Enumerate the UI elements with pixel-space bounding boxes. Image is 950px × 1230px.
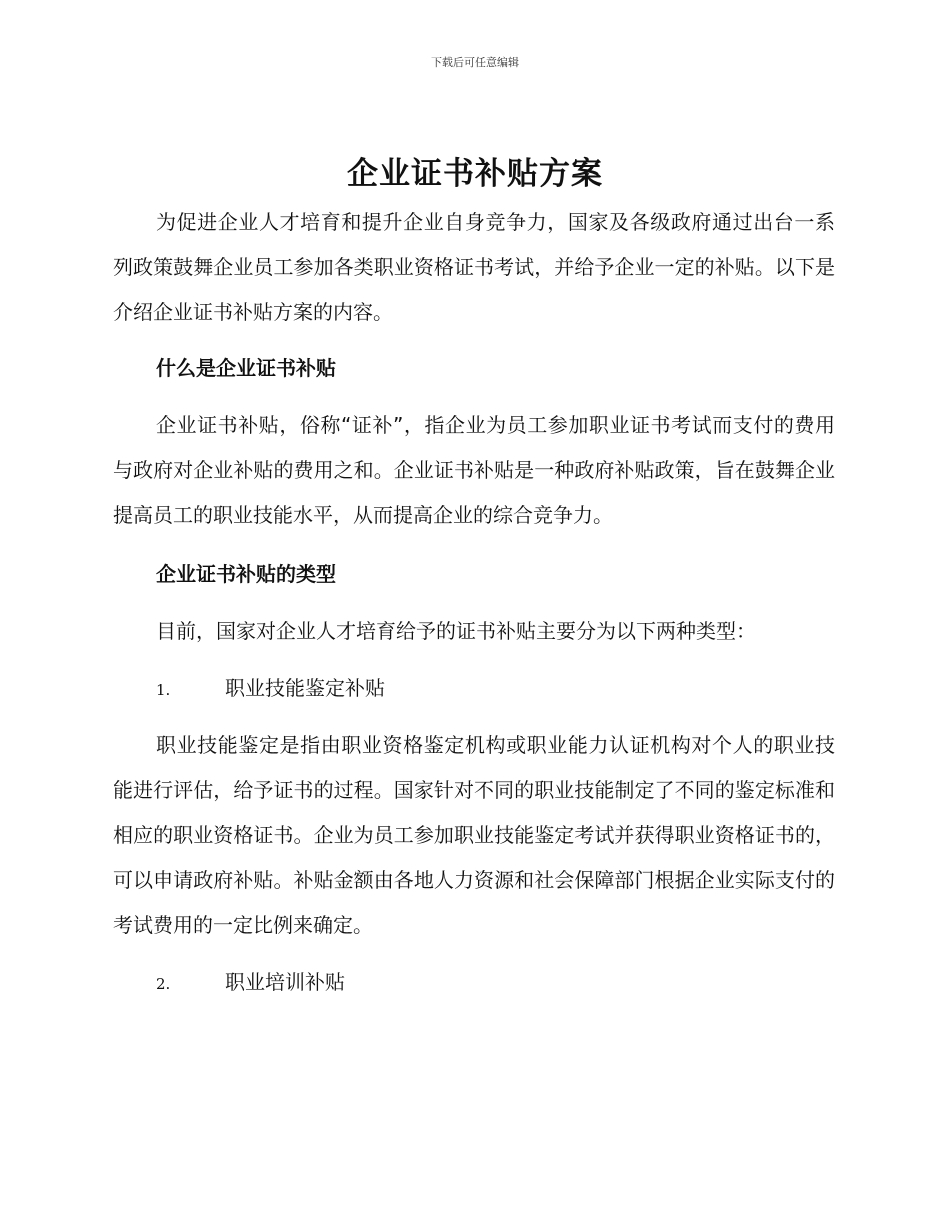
list-item-label: 职业培训补贴	[225, 970, 345, 994]
list-item-number: 2.	[156, 975, 171, 993]
section-heading-what-is: 什么是企业证书补贴	[156, 356, 336, 380]
section-paragraph-what-is: 企业证书补贴，俗称“证补”，指企业为员工参加职业证书考试而支付的费用与政府对企业补贴的费用之和。企业证书补贴是一种政府补贴政策，旨在鼓舞企业提高员工的职业技能水平，从而提高企业的综合竞争力。	[113, 413, 835, 527]
list-item-label: 职业技能鉴定补贴	[225, 676, 385, 700]
document-title: 企业证书补贴方案	[347, 156, 603, 192]
list-item-1	[156, 666, 835, 713]
section-heading-types: 企业证书补贴的类型	[156, 562, 336, 586]
section-paragraph-types-intro: 目前，国家对企业人才培育给予的证书补贴主要分为以下两种类型：	[156, 619, 756, 643]
list-item-2	[156, 960, 835, 1007]
intro-paragraph: 为促进企业人才培育和提升企业自身竞争力，国家及各级政府通过出台一系列政策鼓舞企业员工参加各类职业资格证书考试，并给予企业一定的补贴。以下是介绍企业证书补贴方案的内容。	[113, 210, 835, 324]
list-item-number: 1.	[156, 681, 171, 699]
list-item-1-paragraph: 职业技能鉴定是指由职业资格鉴定机构或职业能力认证机构对个人的职业技能进行评估，给予证书的过程。国家针对不同的职业技能制定了不同的鉴定标准和相应的职业资格证书。企业为员工参加职业技能鉴定考试并获得职业资格证书的，可以申请政府补贴。补贴金额由各地人力资源和社会保障部门根据企业实际支付的考试费用的一定比例来确定。	[113, 733, 835, 937]
page-header-note: 下载后可任意编辑	[431, 56, 519, 69]
